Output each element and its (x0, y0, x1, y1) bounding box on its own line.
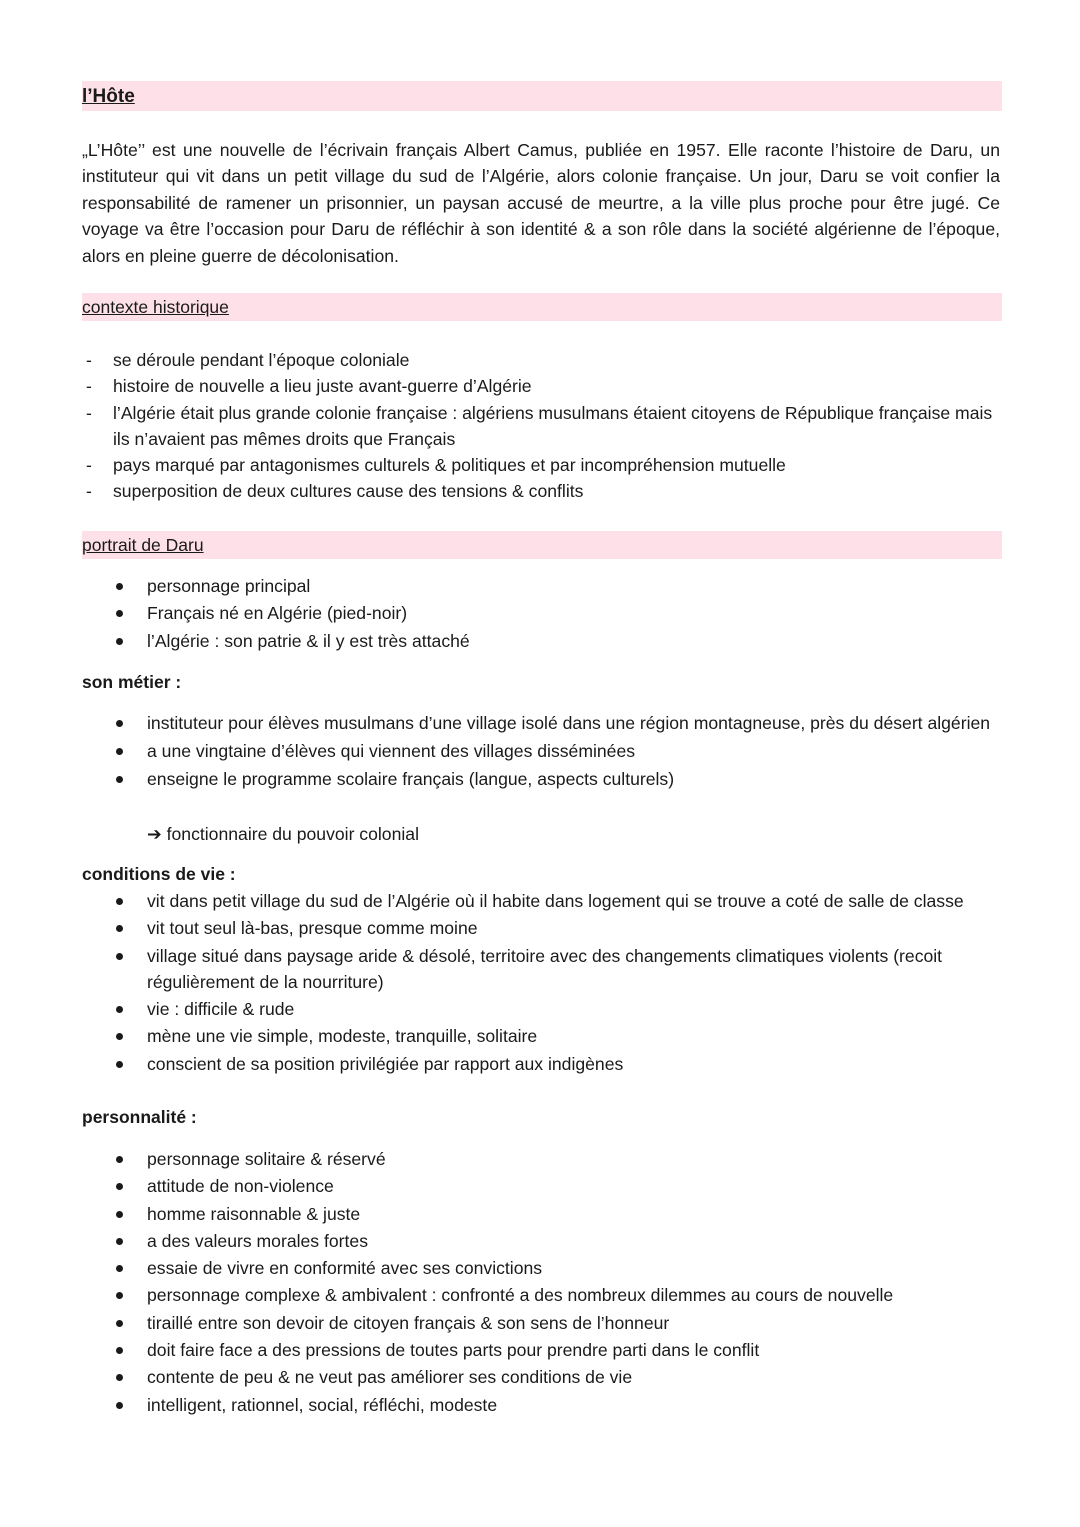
bullet-icon (116, 925, 123, 932)
metier-list (82, 710, 1002, 793)
subheading-metier: son métier : (82, 672, 182, 692)
bullet-icon (116, 1320, 123, 1327)
section-heading-portrait: portrait de Daru (82, 535, 204, 555)
list-item: instituteur pour élèves musulmans d’une village isolé dans une région montagneuse, près du désert algérien (82, 710, 1002, 736)
list-item: a une vingtaine d’élèves qui viennent des villages disséminées (82, 738, 1002, 766)
list-item: personnage solitaire & réservé (82, 1146, 1002, 1173)
bullet-icon (116, 610, 123, 617)
bullet-icon (116, 1347, 123, 1354)
list-item: homme raisonnable & juste (82, 1201, 1002, 1228)
list-item: vit dans petit village du sud de l’Algérie où il habite dans logement qui se trouve a coté de salle de classe (82, 888, 1002, 914)
list-item: - histoire de nouvelle a lieu juste avant-guerre d’Algérie (86, 376, 532, 397)
list-item: l’Algérie : son patrie & il y est très attaché (82, 628, 1002, 655)
list-item: a des valeurs morales fortes (82, 1228, 1002, 1255)
list-item: attitude de non-violence (82, 1173, 1002, 1200)
list-item: intelligent, rationnel, social, réfléchi, modeste (82, 1392, 1002, 1419)
bullet-icon (116, 1238, 123, 1245)
bullet-icon (116, 776, 123, 783)
contexte-list (82, 347, 1002, 505)
list-item: village situé dans paysage aride & désolé, territoire avec des changements climatiques violents (recoit régulièrement de la nourriture) (82, 943, 1002, 996)
bullet-icon (116, 748, 123, 755)
list-item: personnage complexe & ambivalent : confronté a des nombreux dilemmes au cours de nouvelle (82, 1282, 1002, 1309)
section-heading-contexte: contexte historique (82, 297, 229, 317)
bullet-icon (116, 638, 123, 645)
conditions-list (82, 888, 1002, 1077)
section-highlight-portrait (82, 531, 1002, 559)
bullet-icon (116, 953, 123, 960)
list-item: conscient de sa position privilégiée par rapport aux indigènes (82, 1051, 1002, 1077)
metier-conclusion: ➔ fonctionnaire du pouvoir colonial (147, 824, 419, 844)
list-item: - superposition de deux cultures cause des tensions & conflits (86, 481, 584, 502)
bullet-icon (116, 1402, 123, 1409)
page-title: l’Hôte (82, 86, 135, 107)
bullet-icon (116, 583, 123, 590)
list-item: tiraillé entre son devoir de citoyen français & son sens de l’honneur (82, 1310, 1002, 1337)
bullet-icon (116, 898, 123, 905)
list-item: mène une vie simple, modeste, tranquille, solitaire (82, 1023, 1002, 1049)
list-item: - se déroule pendant l’époque coloniale (86, 350, 410, 370)
bullet-icon (116, 1292, 123, 1299)
bullet-icon (116, 1156, 123, 1163)
bullet-icon (116, 1183, 123, 1190)
subheading-conditions: conditions de vie : (82, 864, 236, 884)
bullet-icon (116, 1006, 123, 1013)
bullet-icon (116, 1211, 123, 1218)
list-item: - l’Algérie était plus grande colonie française : algériens musulmans étaient citoyens de République française mais ils n’avaient pas mêmes droits que Français (86, 402, 993, 449)
portrait-list (82, 573, 1002, 655)
list-item: Français né en Algérie (pied-noir) (82, 600, 1002, 627)
list-item: contente de peu & ne veut pas améliorer ses conditions de vie (82, 1364, 1002, 1391)
bullet-icon (116, 720, 123, 727)
title-highlight (82, 81, 1002, 111)
personnalite-list (82, 1146, 1002, 1419)
list-item: enseigne le programme scolaire français (langue, aspects culturels) (82, 766, 1002, 794)
list-item: doit faire face a des pressions de toutes parts pour prendre parti dans le conflit (82, 1337, 1002, 1364)
bullet-icon (116, 1033, 123, 1040)
bullet-icon (116, 1374, 123, 1381)
list-item: vit tout seul là-bas, presque comme moine (82, 915, 1002, 941)
bullet-icon (116, 1061, 123, 1068)
subheading-personnalite: personnalité : (82, 1107, 197, 1127)
list-item: essaie de vivre en conformité avec ses convictions (82, 1255, 1002, 1282)
list-item: personnage principal (82, 573, 1002, 600)
bullet-icon (116, 1265, 123, 1272)
intro-paragraph: „L’Hôte’’ est une nouvelle de l’écrivain français Albert Camus, publiée en 1957. Elle raconte l’histoire de Daru, un instituteur qui vit dans un petit village du sud de l’Algérie, alors colonie française. Un jour, Daru se voit confier la responsabilité de ramener un prisonnier, un paysan accusé de meurtre, a la ville plus proche pour être jugé. Ce voyage va être l’occasion pour Daru de réfléchir à son identité & a son rôle dans la société algérienne de l’époque, alors en pleine guerre de décolonisation. (82, 140, 1000, 266)
list-item: - pays marqué par antagonismes culturels & politiques et par incompréhension mutuelle (86, 455, 786, 476)
list-item: vie : difficile & rude (82, 996, 1002, 1022)
